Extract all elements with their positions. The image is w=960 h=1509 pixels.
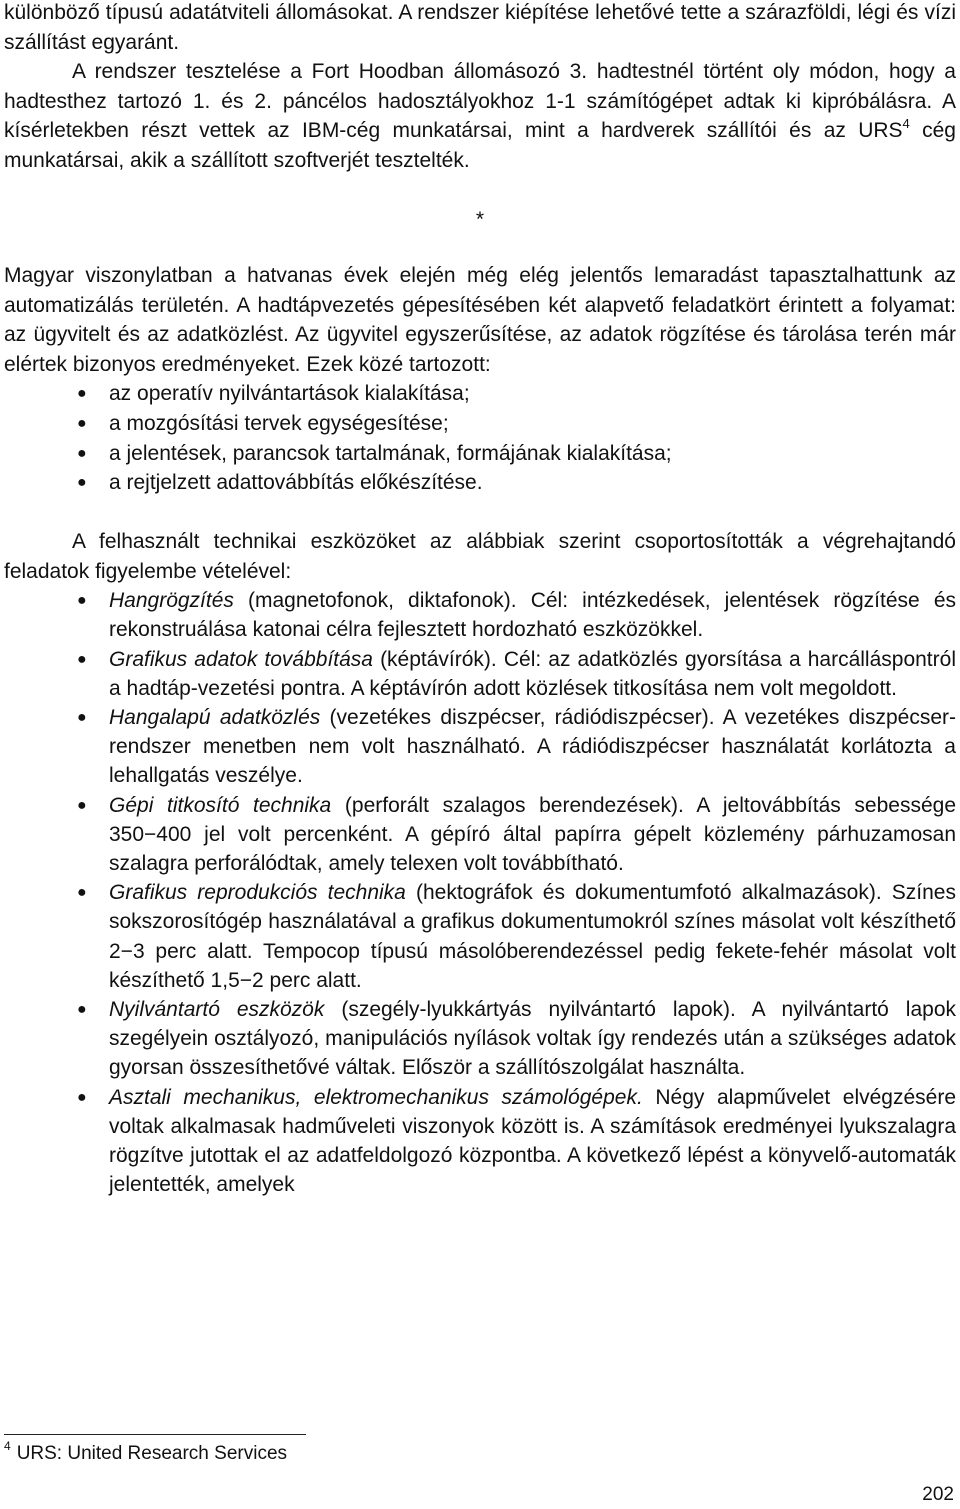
bullet-icon: ● — [77, 1001, 87, 1019]
tool-description: Négy alapművelet elvégzésére voltak alkalmasak hadműveleti viszonyok között is. A számítások eredményei lyukszalagra rögzítve jutottak el az adatfeldolgozó központba. A következő lépést a könyvelő-automaták jelentették, amelyek — [109, 1085, 957, 1197]
bullet-icon: ● — [77, 414, 87, 432]
tool-description: (perforált szalagos berendezések). A jeltovábbítás sebessége 350−400 jel volt percenként. A gépíró által papírra gépelt közlemény párhuzamosan szalagra perforálódtak, amely telexen volt továbbítható. — [109, 793, 956, 876]
footnote — [4, 1441, 287, 1467]
achievements-list — [4, 379, 956, 498]
tool-description: (magnetofonok, diktafonok). Cél: intézkedések, jelentések rögzítése és rekonstruálása katonai célra fejlesztett hordozható eszközökkel. — [109, 589, 956, 642]
list-item: ● a mozgósítási tervek egységesítése; — [4, 409, 956, 439]
paragraph-automation-text: Magyar viszonylatban a hatvanas évek elején még elég jelentős lemaradást tapasztalhattunk az automatizálás területén. A hadtápvezetés gépesítésében két alapvető feladatkört érintett a folyamat: az ügyvitelt és az adatközlést. Az ügyvitel egyszerűsítése, az adatok rögzítése és tárolása terén már elértek bizonyos eredményeket. Ezek közé tartozott: — [4, 264, 956, 376]
list-item — [4, 645, 956, 703]
list-item — [4, 703, 956, 791]
tool-description: (vezetékes diszpécser, rádiódiszpécser). A vezetékes diszpécser-rendszer menetben nem volt használható. A rádiódiszpécser használatát korlátozta a lehallgatás veszélye. — [109, 706, 956, 788]
footnote-text: URS: United Research Services — [16, 1443, 288, 1464]
list-item — [4, 995, 956, 1083]
bullet-icon: ● — [77, 650, 87, 668]
list-item — [4, 586, 956, 644]
bullet-icon: ● — [77, 709, 87, 726]
tool-term: Grafikus adatok továbbítása — [109, 647, 373, 671]
paragraph-tools-intro — [4, 527, 956, 586]
bullet-icon: ● — [77, 444, 87, 462]
tool-description: (szegély-lyukkártyás nyilvántartó lapok). A nyilvántartó lapok szegélyein osztályozó, manipulációs nyílások voltak így rendezés után a szükséges adatok gyorsan összesíthetővé váltak. Először a szállítószolgálat használta. — [109, 998, 957, 1080]
bullet-icon: ● — [77, 884, 87, 902]
tools-list — [4, 586, 956, 1199]
list-item: ● az operatív nyilvántartások kialakítása; — [4, 379, 956, 409]
intro-text-3: cég munkatársai, akik a szállított szoftverjét tesztelték. — [4, 119, 956, 172]
list-item — [4, 878, 956, 995]
footnote-number: 4 — [4, 1439, 11, 1453]
list-item: ● a rejtjelzett adattovábbítás előkészítése. — [4, 468, 956, 498]
footnote-ref: 4 — [902, 116, 910, 131]
section-separator: * — [475, 208, 485, 231]
page-body — [4, 0, 956, 1199]
tool-term: Gépi titkosító technika — [109, 793, 332, 817]
bullet-icon: ● — [77, 592, 87, 610]
tool-term: Hangalapú adatközlés — [109, 706, 321, 729]
tool-term: Hangrögzítés — [109, 589, 234, 613]
paragraph-automation — [4, 261, 956, 379]
intro-paragraph — [4, 0, 956, 175]
bullet-icon: ● — [77, 385, 87, 402]
footnote-divider — [4, 1434, 306, 1435]
list-item: ● a jelentések, parancsok tartalmának, formájának kialakítása; — [4, 439, 956, 469]
list-item — [4, 791, 956, 879]
tool-term: Asztali mechanikus, elektromechanikus számológépek. — [109, 1085, 643, 1109]
tool-description: (képtávírók). Cél: az adatközlés gyorsítása a harcálláspontról a hadtáp-vezetési pontra. A képtávírón adott közlések titkosítása nem volt megoldott. — [109, 647, 956, 700]
tool-description: (hektográfok és dokumentumfotó alkalmazások). Színes sokszorosítógép használatával a grafikus dokumentumokról színes másolat volt készíthető 2−3 perc alatt. Tempocop típusú másolóberendezéssel pedig fekete-fehér másolat volt készíthető 1,5−2 perc alatt. — [109, 881, 956, 992]
page-number: 202 — [922, 1484, 954, 1505]
intro-text-2: A rendszer tesztelése a Fort Hoodban állomásozó 3. hadtestnél történt oly módon, hogy a hadtesthez tartozó 1. és 2. páncélos hadosztályokhoz 1-1 számítógépet adtak ki kipróbálásra. A kísérletekben részt vettek az IBM-cég munkatársai, mint a hardverek szállítói és az URS — [4, 60, 956, 142]
bullet-icon: ● — [77, 1088, 87, 1106]
list-item — [4, 1083, 956, 1200]
paragraph-tools-intro-text: A felhasznált technikai eszközöket az alábbiak szerint csoportosították a végrehajtandó feladatok figyelembe vételével: — [4, 530, 956, 583]
bullet-icon: ● — [77, 796, 87, 814]
tool-term: Grafikus reprodukciós technika — [109, 881, 406, 905]
tool-term: Nyilvántartó eszközök — [109, 998, 325, 1022]
bullet-icon: ● — [77, 474, 87, 492]
intro-text-1: különböző típusú adatátviteli állomásokat. A rendszer kiépítése lehetővé tette a szárazföldi, légi és vízi szállítást egyaránt. — [4, 1, 956, 54]
